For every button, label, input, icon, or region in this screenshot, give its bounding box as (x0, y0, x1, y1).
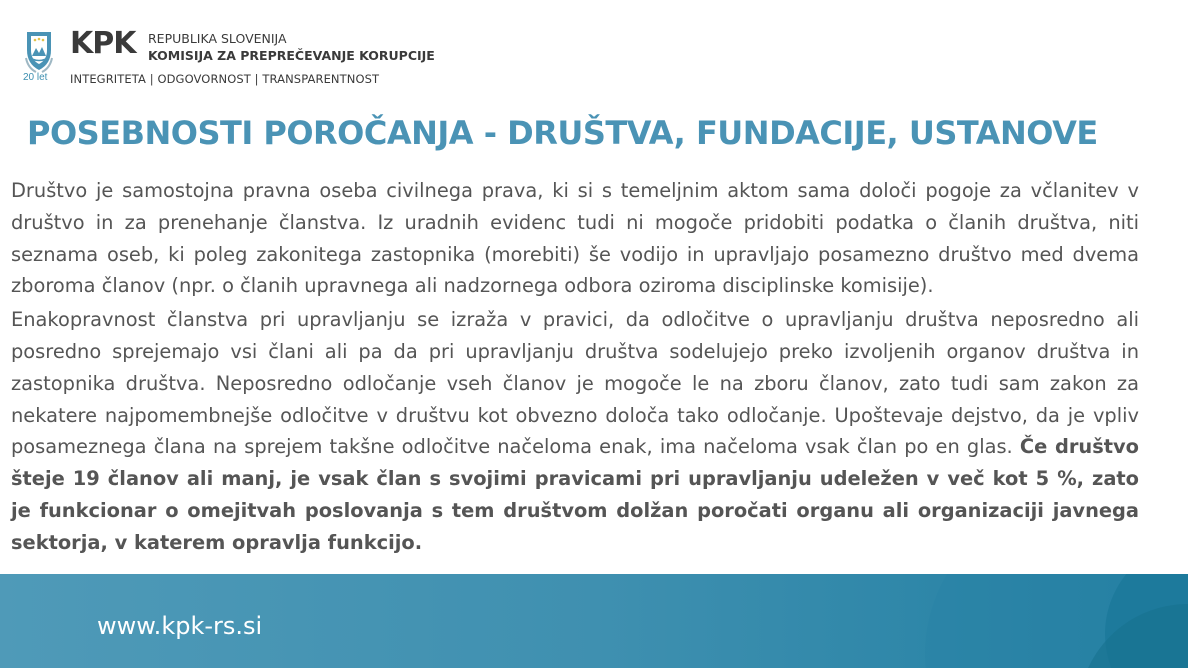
kpk-logo-text: KPK (70, 26, 136, 61)
paragraph-2-emphasis: Če društvo šteje 19 članov ali manj, je vsak član s svojimi pravicami pri upravljanju udeležen v več kot 5 %, zato je funkcionar o omejitvah poslovanja s tem društvom dolžan poročati organu ali organizaciji javnega sektorja, v katerem opravlja funkcijo. (11, 435, 1139, 554)
header (22, 28, 442, 90)
slide-body (11, 175, 1139, 559)
paragraph-2 (11, 304, 1139, 558)
paragraph-2-text: Enakopravnost članstva pri upravljanju se izraža v pravici, da odločitve o upravljanju društva neposredno ali posredno sprejemajo vsi člani ali pa da pri upravljanju društva sodelujejo preko izvoljenih organov društva in zastopnika društva. Neposredno odločanje vseh članov je mogoče le na zboru članov, zato tudi sam zakon za nekatere najpomembnejše odločitve v društvu kot obvezno določa tako odločanje. Upoštevaje dejstvo, da je vpliv posameznega člana na sprejem takšne odločitve načeloma enak, ima načeloma vsak član po en glas. (11, 308, 1139, 459)
paragraph-1: Društvo je samostojna pravna oseba civilnega prava, ki si s temeljnim aktom sama določi pogoje za včlanitev v društvo in za prenehanje članstva. Iz uradnih evidenc tudi ni mogoče pridobiti podatka o članih društva, niti seznama oseb, ki poleg zakonitega zastopnika (morebiti) še vodijo in upravljajo posamezno društvo med dvema zboroma članov (npr. o članih upravnega ali nadzornega odbora oziroma disciplinske komisije). (11, 179, 1139, 298)
organization-name: KOMISIJA ZA PREPREČEVANJE KORUPCIJE (148, 48, 435, 63)
country-name: REPUBLIKA SLOVENIJA (148, 31, 287, 46)
motto: INTEGRITETA | ODGOVORNOST | TRANSPARENTNOST (70, 72, 380, 86)
website-url[interactable]: www.kpk-rs.si (97, 612, 263, 640)
slide-title: POSEBNOSTI POROČANJA - DRUŠTVA, FUNDACIJE, USTANOVE (27, 114, 1098, 152)
footer-bar (0, 574, 1188, 668)
crest-years-label: 20 let (23, 72, 48, 83)
